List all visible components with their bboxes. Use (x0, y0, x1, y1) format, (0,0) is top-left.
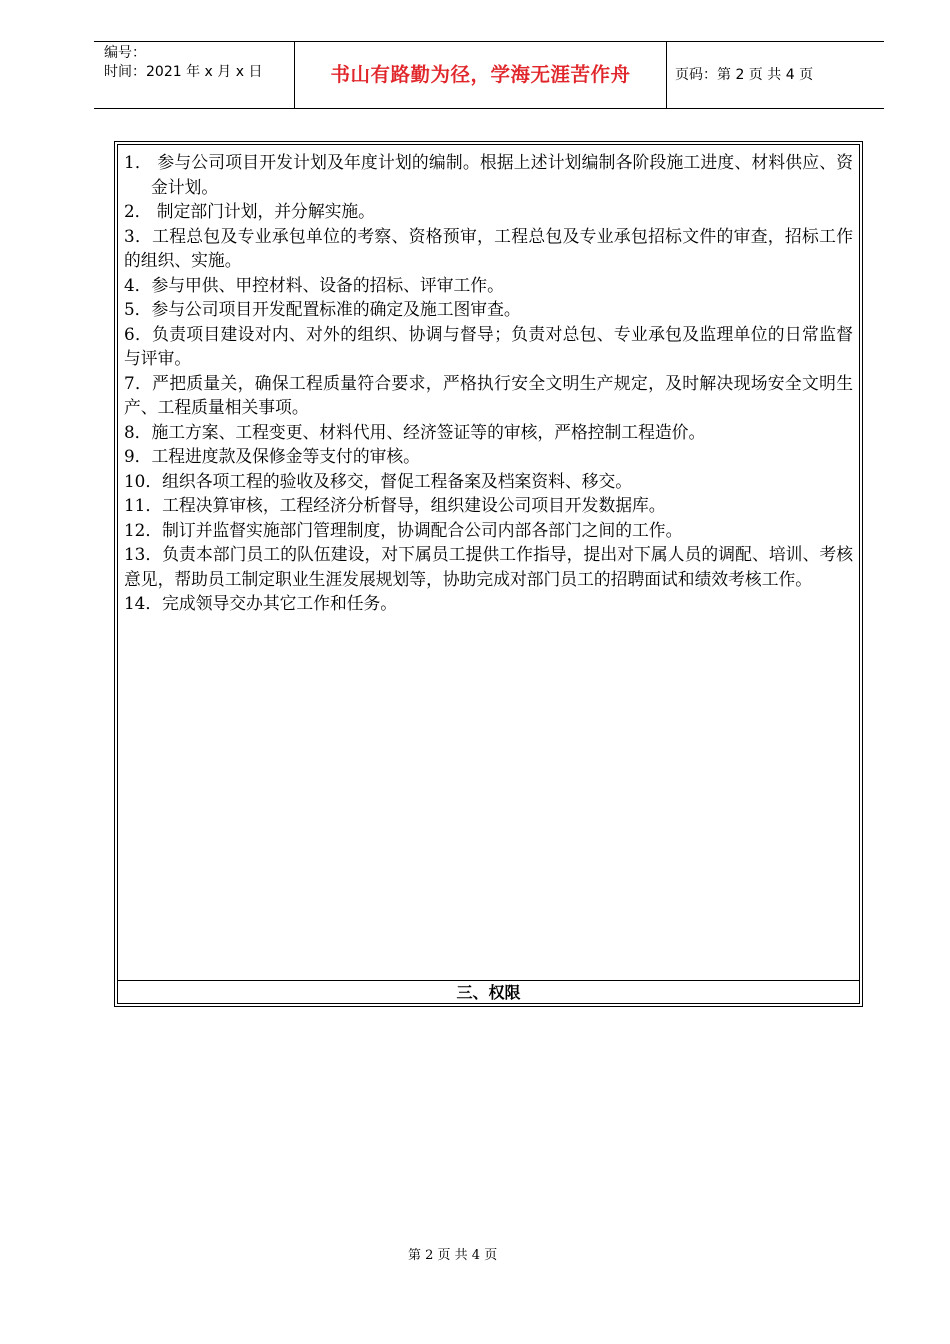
header-meta (94, 42, 295, 108)
duty-item: 9．工程进度款及保修金等支付的审核。 (124, 446, 420, 466)
duty-item: 7．严把质量关，确保工程质量符合要求，严格执行安全文明生产规定，及时解决现场安全文明生产、工程质量相关事项。 (124, 372, 853, 417)
section-title-authority: 三、权限 (456, 983, 521, 1002)
header-page-info: 页码：第 2 页 共 4 页 (675, 67, 814, 83)
duty-item: 4．参与甲供、甲控材料、设备的招标、评审工作。 (124, 274, 504, 295)
duties-table-inner (117, 144, 860, 1004)
duties-table (114, 141, 863, 1007)
duty-item: 3．工程总包及专业承包单位的考察、资格预审，工程总包及专业承包招标文件的审查，招标工作的组织、实施。 (124, 225, 853, 270)
serial-number-label: 编号： (104, 45, 146, 61)
duty-item: 1． 参与公司项目开发计划及年度计划的编制。根据上述计划编制各阶段施工进度、材料供应、资金计划。 (124, 152, 853, 197)
duty-item: 8．施工方案、工程变更、材料代用、经济签证等的审核，严格控制工程造价。 (124, 421, 706, 442)
date-label: 时间：2021 年 x 月 x 日 (104, 64, 263, 80)
duties-list (118, 145, 859, 616)
duty-item: 11．工程决算审核，工程经济分析督导，组织建设公司项目开发数据库。 (124, 495, 666, 515)
duty-item: 12．制订并监督实施部门管理制度，协调配合公司内部各部门之间的工作。 (124, 519, 683, 540)
duties-cell (118, 145, 859, 981)
duty-item: 6．负责项目建设对内、对外的组织、协调与督导；负责对总包、专业承包及监理单位的日常监督与评审。 (124, 323, 853, 368)
duty-item: 5．参与公司项目开发配置标准的确定及施工图审查。 (124, 299, 521, 319)
duty-item: 2． 制定部门计划，并分解实施。 (124, 201, 375, 221)
duty-item: 13．负责本部门员工的队伍建设，对下属员工提供工作指导，提出对下属人员的调配、培训、考核意见，帮助员工制定职业生涯发展规划等，协助完成对部门员工的招聘面试和绩效考核工作。 (124, 544, 853, 589)
duty-item: 10．组织各项工程的验收及移交，督促工程备案及档案资料、移交。 (124, 470, 633, 491)
header-motto: 书山有路勤为径，学海无涯苦作舟 (295, 42, 667, 108)
duty-item: 14．完成领导交办其它工作和任务。 (124, 593, 398, 613)
page-footer: 第 2 页 共 4 页 (408, 1248, 498, 1263)
page-header (94, 41, 884, 109)
